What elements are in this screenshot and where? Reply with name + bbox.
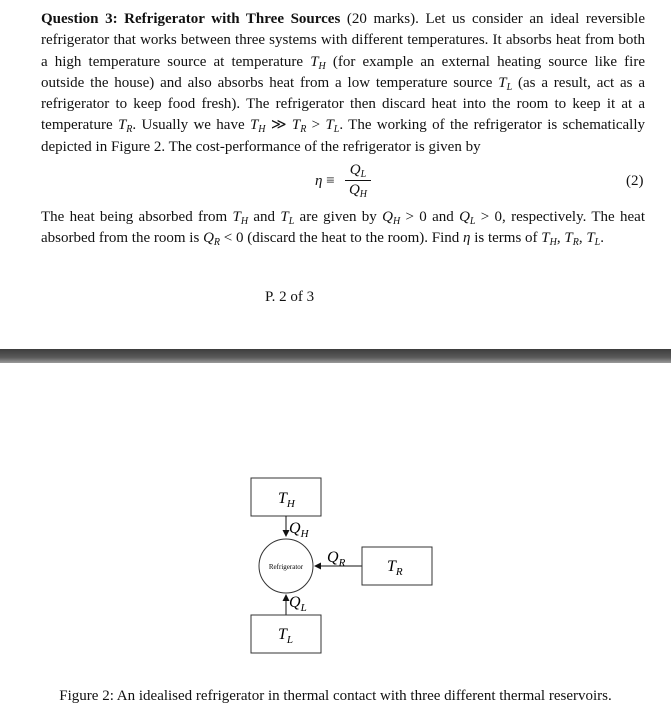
- fraction: $Q_L$ $Q_H$: [345, 162, 371, 199]
- question-paragraph-2: The heat being absorbed from $T_H$ and $T_L$ are given by $Q_H > 0$ and $Q_L > 0$, respectively. The heat absorbed from the room is $Q_R < 0$ (discard the heat to the room). Find η is terms of $T_H$, $T_R$, $T_L$.: [41, 209, 645, 249]
- room-reservoir-label: $T_R$: [387, 558, 403, 578]
- hot-reservoir-label: $T_H$: [278, 490, 295, 510]
- question-paragraph: Question 3: Refrigerator with Three Sources (20 marks). Let us consider an ideal reversible refrigerator that works between three systems with different temperatures. It absorbs heat from both a high temperature source at temperature $T_H$ (for example an external heating source like fire outside the house) and also absorbs heat from a low temperature source $T_L$ (as a result, act as a refrigerator to keep food fresh). The refrigerator then discard heat into the room to keep it at a temperature $T_R$. Usually we have $T_H$ ≫ $T_R > T_L$. The working of the refrigerator is schematically depicted in Figure 2. The cost-performance of the refrigerator is given by: [41, 11, 646, 155]
- equation-2: η ≡ $Q_L$ $Q_H$ (2): [315, 162, 644, 200]
- figure-caption: Figure 2: An idealised refrigerator in thermal contact with three different thermal reservoirs.: [59, 688, 612, 704]
- question-marks: (20 marks).: [340, 11, 419, 27]
- refrigerator-label: Refrigerator: [268, 563, 304, 571]
- page-number: P. 2 of 3: [265, 289, 315, 305]
- qr-label: $Q_R$: [327, 549, 346, 569]
- cold-reservoir-label: $T_L$: [278, 626, 294, 646]
- ql-label: $Q_L$: [289, 594, 307, 614]
- equation-number: (2): [626, 173, 644, 189]
- question-title: Question 3: Refrigerator with Three Sources: [41, 11, 341, 27]
- refrigerator-diagram: [0, 470, 671, 670]
- page-divider: [0, 349, 671, 363]
- qh-label: $Q_H$: [289, 520, 309, 540]
